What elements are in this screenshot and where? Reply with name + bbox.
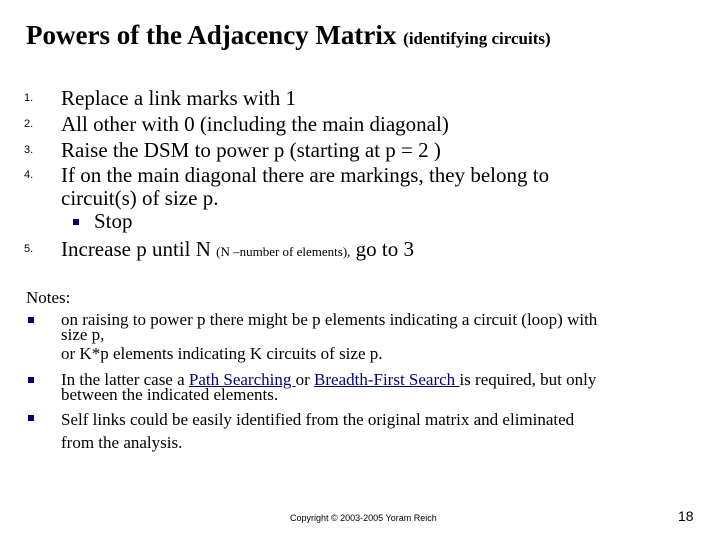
note-line: Self links could be easily identified from the original matrix and eliminated <box>61 410 575 429</box>
square-bullet-icon <box>73 219 79 225</box>
note-1 <box>61 310 701 363</box>
step-text-line-2: circuit(s) of size p. <box>61 186 219 210</box>
step-number: 5. <box>24 243 34 255</box>
step-text-line-1: If on the main diagonal there are markings, they belong to <box>61 163 550 187</box>
note-line: from the analysis. <box>61 433 183 452</box>
step-text-b: go to 3 <box>355 237 415 261</box>
substep-stop: Stop <box>94 209 133 233</box>
square-bullet-icon <box>28 377 34 383</box>
note-text: In the latter case a <box>61 370 189 389</box>
step-number: 2. <box>24 118 34 130</box>
step-text-a: Increase p until N <box>61 237 211 261</box>
step-number: 1. <box>24 92 34 104</box>
copyright-footer: Copyright © 2003-2005 Yoram Reich <box>290 513 437 523</box>
square-bullet-icon <box>28 415 34 421</box>
step-number: 4. <box>24 169 34 181</box>
step-text: Raise the DSM to power p (starting at p = 2 ) <box>61 138 441 162</box>
step-text: All other with 0 (including the main diagonal) <box>61 112 449 136</box>
note-line: size p, <box>61 325 105 344</box>
step-number: 3. <box>24 144 34 156</box>
slide-title <box>26 18 551 56</box>
note-text: or <box>295 370 315 389</box>
notes-heading: Notes: <box>26 288 71 307</box>
title-subtitle: (identifying circuits) <box>403 29 551 48</box>
path-searching-link[interactable]: Path Searching <box>188 370 296 389</box>
note-3 <box>61 408 701 454</box>
step-text <box>61 237 414 264</box>
note-line: between the indicated elements. <box>61 385 279 404</box>
page-number: 18 <box>678 508 694 524</box>
breadth-first-search-link[interactable]: Breadth-First Search <box>314 370 460 389</box>
note-line: on raising to power p there might be p elements indicating a circuit (loop) with <box>61 310 598 329</box>
title-main: Powers of the Adjacency Matrix <box>26 20 397 50</box>
note-2 <box>61 370 701 404</box>
step-text-small: (N –number of elements), <box>216 244 351 259</box>
note-line: or K*p elements indicating K circuits of size p. <box>61 344 383 363</box>
note-text: is required, but only <box>459 370 597 389</box>
square-bullet-icon <box>28 317 34 323</box>
step-text: Replace a link marks with 1 <box>61 86 297 110</box>
